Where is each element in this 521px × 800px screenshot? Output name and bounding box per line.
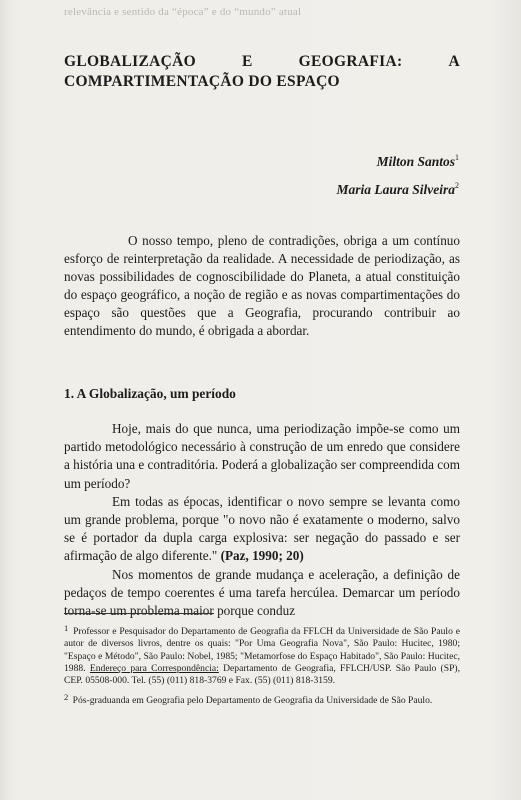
footnote-divider [64, 613, 214, 614]
author-name: Milton Santos [376, 154, 455, 169]
footnote-text: Professor e Pesquisador do Departamento de Geografia da FFLCH da Universidade de São Paulo e autor de diversos livros, dentre os quais: "Por Uma Geografia Nova", São Paulo: Hucitec, 1980; "Espaço e Método", São Paulo: Nobel, 1985; "Metamorfose do Espaço Habitado", São Paulo: Hucitec, 1988. [64, 626, 460, 674]
footnote-number: 2 [64, 692, 69, 703]
footnote-marker: 1 [455, 153, 459, 162]
paragraph [64, 493, 460, 566]
address-text: Departamento de Geografia, FFLCH/USP. São Paulo (SP), CEP. 05508-000. Tel. (55) (011) 818-3769 e Fax. (55) (011) 818-3159. [64, 662, 461, 687]
author-2 [336, 174, 459, 202]
paragraph: Hoje, mais do que nunca, uma periodização impõe-se como um partido metodológico necessário à construção de um enredo que considere a história una e contraditória. Poderá a globalização ser compreendida com um período? [64, 421, 460, 491]
citation: (Paz, 1990; 20) [220, 548, 304, 564]
article-title [64, 52, 460, 92]
address-label: Endereço para Correspondência: [89, 662, 219, 674]
footnote-text: Pós-graduanda em Geografia pelo Departamento de Geografia da Universidade de São Paulo. [72, 695, 433, 707]
footnote-2 [64, 691, 460, 707]
body-text [64, 420, 460, 620]
section-heading: 1. A Globalização, um período [64, 386, 236, 401]
title-word: GLOBALIZAÇÃO [64, 53, 196, 70]
author-name: Maria Laura Silveira [336, 182, 455, 197]
footnotes [64, 622, 460, 712]
title-word: A [448, 53, 460, 70]
author-1 [336, 146, 459, 174]
bleed-through-text: relevância e sentido da “época” e do “mundo” atual [64, 6, 302, 18]
abstract: O nosso tempo, pleno de contradições, obriga a um contínuo esforço de reinterpretação da realidade. A necessidade de periodização, as novas possibilidades de cognoscibilidade do Planeta, a atual constituição do espaço geográfico, a noção de região e as novas compartimentações do espaço são questões que a Geografia, procurando contribuir ao entendimento do mundo, é obrigada a abordar. [64, 233, 460, 338]
title-word: E [241, 53, 253, 70]
title-line-1 [64, 52, 460, 72]
footnote-1 [64, 622, 460, 687]
title-word: GEOGRAFIA: [298, 53, 403, 70]
paragraph-text: Em todas as épocas, identificar o novo sempre se levanta como um grande problema, porque "o novo não é exatamente o moderno, salvo se é portador da dupla carga explosiva: ser negação do passado e ser afirmação de algo diferente." [64, 493, 460, 564]
author-list [336, 146, 459, 202]
paragraph: Nos momentos de grande mudança e aceleração, a definição de pedaços de tempo coerentes é uma tarefa hercúlea. Demarcar um período torna-se um problema maior porque conduz [64, 566, 460, 619]
footnote-number: 1 [64, 623, 69, 633]
footnote-marker: 2 [455, 181, 459, 190]
title-line-2: COMPARTIMENTAÇÃO DO ESPAÇO [64, 73, 340, 90]
